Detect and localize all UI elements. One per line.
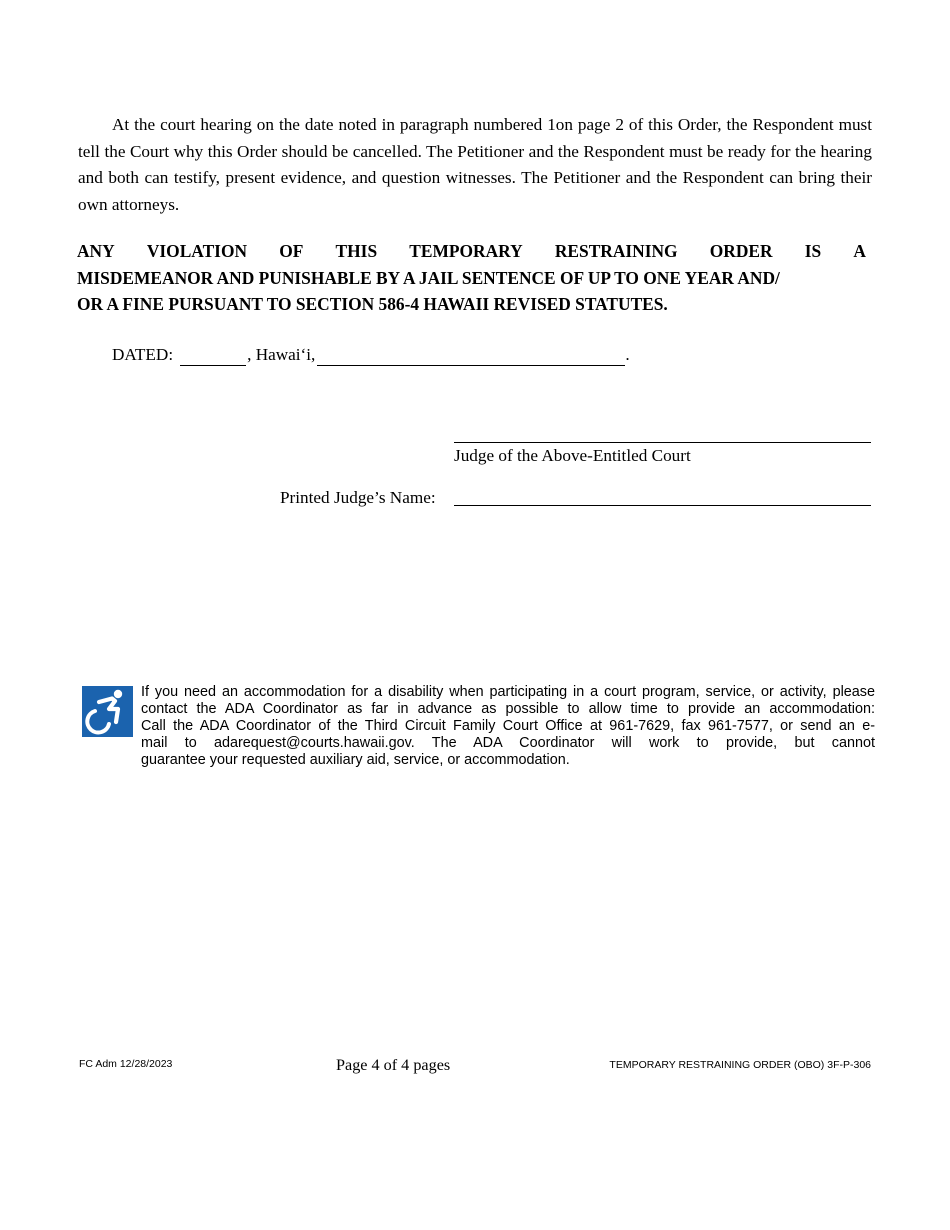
- warning-line-1: [77, 238, 866, 265]
- ada-line: contact the ADA Coordinator as far in advance as possible to allow time to provide an accommodation:: [141, 701, 875, 718]
- warning-word: OF: [279, 241, 304, 261]
- printed-judge-name-label: Printed Judge’s Name:: [280, 488, 436, 507]
- warning-word: A: [853, 241, 866, 261]
- date-full-blank[interactable]: [317, 348, 625, 366]
- dated-line: [112, 344, 630, 366]
- warning-word: ORDER: [709, 241, 773, 261]
- hearing-instructions-paragraph: At the court hearing on the date noted in paragraph numbered 1on page 2 of this Order, the Respondent must tell the Court why this Order should be cancelled. The Petitioner and the Respondent must be ready for the hearing and both can testify, present evidence, and question witnesses. The Petitioner and the Respondent can bring their own attorneys.: [78, 115, 872, 214]
- warning-line-2: MISDEMEANOR AND PUNISHABLE BY A JAIL SENTENCE OF UP TO ONE YEAR AND/: [77, 267, 780, 288]
- ada-accommodation-notice: [141, 684, 875, 769]
- warning-word: TEMPORARY: [409, 241, 523, 261]
- warning-word: VIOLATION: [146, 241, 248, 261]
- footer-form-title: TEMPORARY RESTRAINING ORDER (OBO) 3F-P-306: [609, 1059, 871, 1071]
- dated-label: DATED:: [112, 345, 174, 364]
- accessibility-wheelchair-icon: [82, 686, 133, 737]
- ada-line: guarantee your requested auxiliary aid, service, or accommodation.: [141, 752, 570, 769]
- ada-line: Call the ADA Coordinator of the Third Circuit Family Court Office at 961-7629, fax 961-7577, or send an e-: [141, 718, 875, 735]
- warning-word: ANY: [77, 241, 115, 261]
- printed-judge-name-line[interactable]: [454, 505, 871, 506]
- warning-word: RESTRAINING: [554, 241, 678, 261]
- judge-signature-line[interactable]: [454, 442, 871, 443]
- dated-end: .: [625, 345, 630, 364]
- violation-warning: [77, 238, 866, 318]
- footer-page-number: Page 4 of 4 pages: [336, 1056, 451, 1074]
- dated-place: , Hawai‘i,: [247, 345, 316, 364]
- warning-word: THIS: [335, 241, 378, 261]
- ada-line: mail to adarequest@courts.hawaii.gov. The ADA Coordinator will work to provide, but cannot: [141, 735, 875, 752]
- warning-line-3: OR A FINE PURSUANT TO SECTION 586-4 HAWAII REVISED STATUTES.: [77, 294, 668, 314]
- warning-word: IS: [804, 241, 822, 261]
- ada-line: If you need an accommodation for a disability when participating in a court program, service, or activity, please: [141, 684, 875, 700]
- footer-form-revision: FC Adm 12/28/2023: [79, 1058, 173, 1070]
- date-day-blank[interactable]: [180, 348, 246, 366]
- judge-signature-caption: Judge of the Above-Entitled Court: [454, 446, 691, 465]
